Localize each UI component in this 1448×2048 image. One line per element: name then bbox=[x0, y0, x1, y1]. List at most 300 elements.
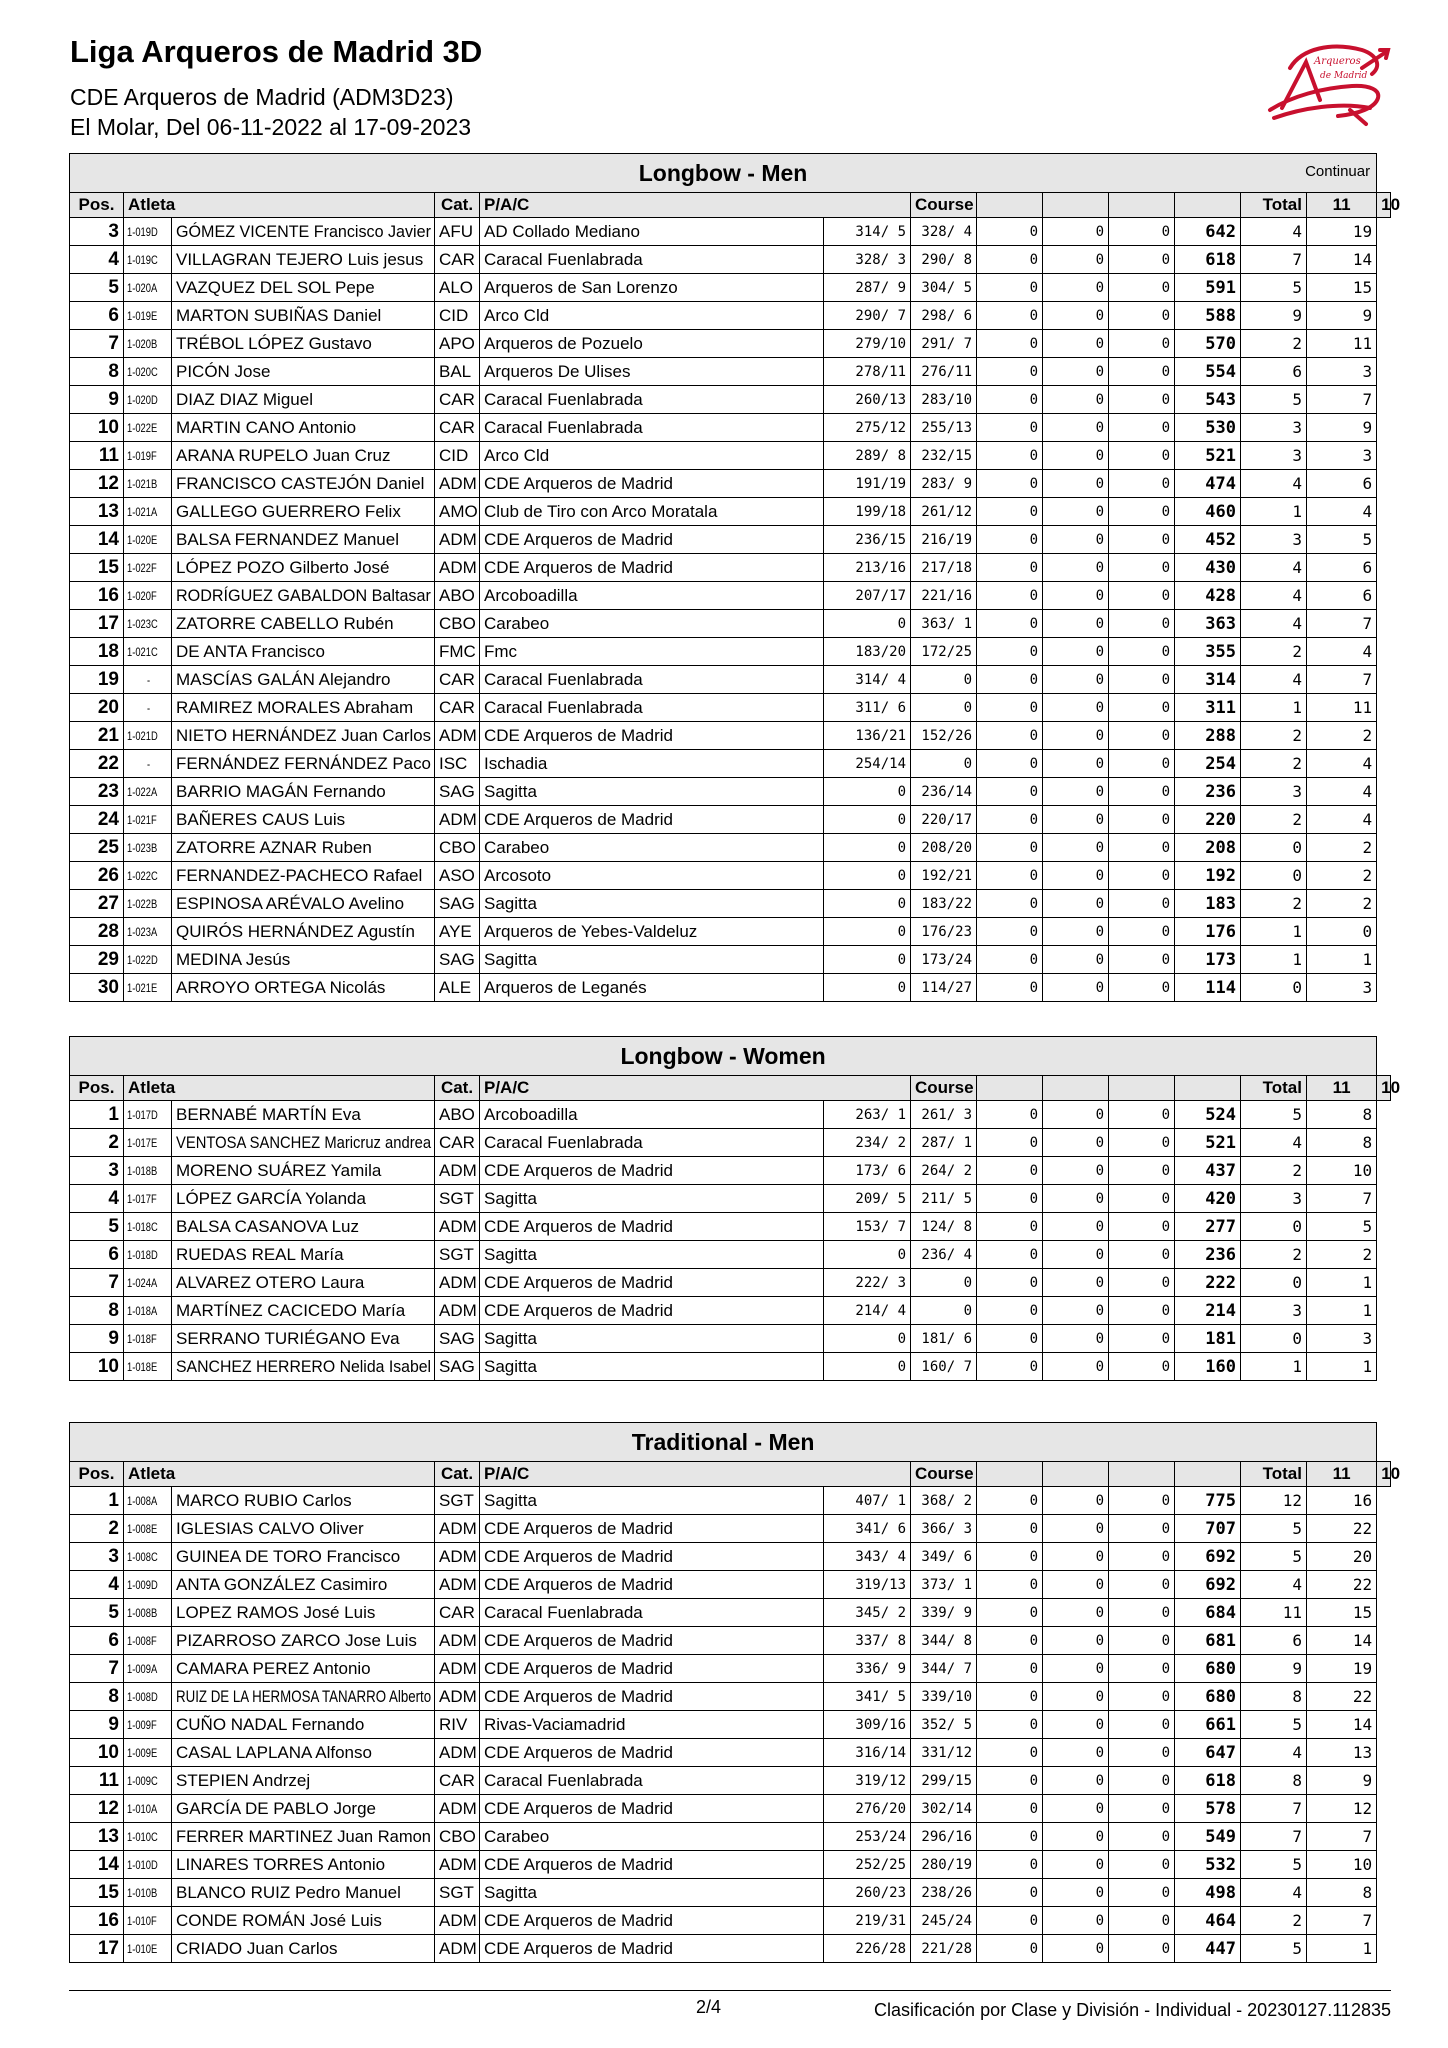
round3-score: 0 bbox=[977, 1297, 1043, 1325]
round3-score: 0 bbox=[977, 498, 1043, 526]
club-name: Caracal Fuenlabrada bbox=[480, 1599, 824, 1627]
athlete-name: CUÑO NADAL Fernando bbox=[172, 1711, 435, 1739]
round2-score: 245/24 bbox=[911, 1907, 977, 1935]
athlete-name: GARCÍA DE PABLO Jorge bbox=[172, 1795, 435, 1823]
round2-score: 302/14 bbox=[911, 1795, 977, 1823]
round1-score: 0 bbox=[824, 890, 911, 918]
total-score: 428 bbox=[1175, 582, 1241, 610]
athlete-code: - bbox=[124, 666, 172, 694]
rank: 7 bbox=[70, 1269, 124, 1297]
club-code: ADM bbox=[435, 470, 480, 498]
total-score: 775 bbox=[1175, 1487, 1241, 1515]
athlete-code: 1-017D bbox=[124, 1101, 172, 1129]
col-header-total: Total bbox=[1241, 193, 1307, 218]
rank: 13 bbox=[70, 498, 124, 526]
total-score: 363 bbox=[1175, 610, 1241, 638]
round5-score: 0 bbox=[1109, 442, 1175, 470]
rank: 6 bbox=[70, 1241, 124, 1269]
round2-score: 264/ 2 bbox=[911, 1157, 977, 1185]
round2-score: 291/ 7 bbox=[911, 330, 977, 358]
round4-score: 0 bbox=[1043, 498, 1109, 526]
athlete-name: ALVAREZ OTERO Laura bbox=[172, 1269, 435, 1297]
athlete-code: 1-019F bbox=[124, 442, 172, 470]
results-table bbox=[69, 1422, 1401, 1963]
club-name: Sagitta bbox=[480, 778, 824, 806]
count-11: 2 bbox=[1241, 330, 1307, 358]
total-score: 474 bbox=[1175, 470, 1241, 498]
count-10: 4 bbox=[1307, 638, 1377, 666]
round1-score: 287/ 9 bbox=[824, 274, 911, 302]
club-code: CBO bbox=[435, 834, 480, 862]
count-10: 5 bbox=[1307, 1213, 1377, 1241]
section-longbow-men bbox=[69, 153, 1401, 1002]
round4-score: 0 bbox=[1043, 974, 1109, 1002]
round3-score: 0 bbox=[977, 358, 1043, 386]
athlete-code: 1-022D bbox=[124, 946, 172, 974]
count-10: 9 bbox=[1307, 302, 1377, 330]
round2-score: 236/ 4 bbox=[911, 1241, 977, 1269]
col-header-empty bbox=[1043, 1076, 1109, 1101]
table-row bbox=[70, 750, 1391, 778]
total-score: 254 bbox=[1175, 750, 1241, 778]
round5-score: 0 bbox=[1109, 1683, 1175, 1711]
round4-score: 0 bbox=[1043, 358, 1109, 386]
athlete-name: GUINEA DE TORO Francisco bbox=[172, 1543, 435, 1571]
count-11: 4 bbox=[1241, 1739, 1307, 1767]
total-score: 452 bbox=[1175, 526, 1241, 554]
club-code: RIV bbox=[435, 1711, 480, 1739]
count-11: 2 bbox=[1241, 1157, 1307, 1185]
table-row bbox=[70, 806, 1391, 834]
round2-score: 0 bbox=[911, 1269, 977, 1297]
round1-score: 0 bbox=[824, 918, 911, 946]
results-table bbox=[69, 1036, 1401, 1381]
club-code: CBO bbox=[435, 610, 480, 638]
athlete-code: 1-009C bbox=[124, 1767, 172, 1795]
count-11: 4 bbox=[1241, 218, 1307, 246]
round1-score: 219/31 bbox=[824, 1907, 911, 1935]
athlete-code: 1-008C bbox=[124, 1543, 172, 1571]
section-longbow-women bbox=[69, 1036, 1401, 1381]
athlete-code: 1-009E bbox=[124, 1739, 172, 1767]
club-code: ADM bbox=[435, 1739, 480, 1767]
round5-score: 0 bbox=[1109, 1543, 1175, 1571]
club-name: Carabeo bbox=[480, 610, 824, 638]
col-header-empty bbox=[1109, 1076, 1175, 1101]
athlete-name: ZATORRE AZNAR Ruben bbox=[172, 834, 435, 862]
round1-score: 314/ 5 bbox=[824, 218, 911, 246]
count-11: 4 bbox=[1241, 1571, 1307, 1599]
athlete-name: NIETO HERNÁNDEZ Juan Carlos bbox=[172, 722, 435, 750]
club-code: ADM bbox=[435, 526, 480, 554]
total-score: 437 bbox=[1175, 1157, 1241, 1185]
round1-score: 207/17 bbox=[824, 582, 911, 610]
club-code: SAG bbox=[435, 1353, 480, 1381]
count-10: 19 bbox=[1307, 1655, 1377, 1683]
club-name: Caracal Fuenlabrada bbox=[480, 246, 824, 274]
round2-score: 0 bbox=[911, 1297, 977, 1325]
club-name: CDE Arqueros de Madrid bbox=[480, 1297, 824, 1325]
club-code: CBO bbox=[435, 1823, 480, 1851]
rank: 2 bbox=[70, 1129, 124, 1157]
count-11: 3 bbox=[1241, 442, 1307, 470]
rank: 14 bbox=[70, 526, 124, 554]
club-code: SAG bbox=[435, 1325, 480, 1353]
count-10: 6 bbox=[1307, 582, 1377, 610]
round4-score: 0 bbox=[1043, 1515, 1109, 1543]
club-name: Sagitta bbox=[480, 1325, 824, 1353]
col-header-athlete: Atleta bbox=[124, 193, 435, 218]
col-header-11: 11 bbox=[1307, 1076, 1377, 1101]
count-11: 4 bbox=[1241, 1129, 1307, 1157]
athlete-name: FERRER MARTINEZ Juan Ramon bbox=[172, 1823, 435, 1851]
round5-score: 0 bbox=[1109, 386, 1175, 414]
rank: 30 bbox=[70, 974, 124, 1002]
round1-score: 173/ 6 bbox=[824, 1157, 911, 1185]
table-row bbox=[70, 274, 1391, 302]
round4-score: 0 bbox=[1043, 806, 1109, 834]
athlete-code: 1-010C bbox=[124, 1823, 172, 1851]
count-11: 2 bbox=[1241, 806, 1307, 834]
club-name: AD Collado Mediano bbox=[480, 218, 824, 246]
col-header-empty bbox=[1043, 193, 1109, 218]
round1-score: 183/20 bbox=[824, 638, 911, 666]
table-row bbox=[70, 610, 1391, 638]
count-10: 11 bbox=[1307, 330, 1377, 358]
round2-score: 296/16 bbox=[911, 1823, 977, 1851]
round4-score: 0 bbox=[1043, 610, 1109, 638]
club-code: CAR bbox=[435, 386, 480, 414]
round2-score: 298/ 6 bbox=[911, 302, 977, 330]
round4-score: 0 bbox=[1043, 554, 1109, 582]
club-name: Caracal Fuenlabrada bbox=[480, 1767, 824, 1795]
col-header-10: 10 bbox=[1377, 1462, 1391, 1487]
club-name: CDE Arqueros de Madrid bbox=[480, 1655, 824, 1683]
club-code: CAR bbox=[435, 666, 480, 694]
col-header-10: 10 bbox=[1377, 1076, 1391, 1101]
section-title-text: Longbow - Women bbox=[620, 1042, 826, 1069]
rank: 6 bbox=[70, 302, 124, 330]
count-11: 11 bbox=[1241, 1599, 1307, 1627]
round4-score: 0 bbox=[1043, 946, 1109, 974]
round5-score: 0 bbox=[1109, 1129, 1175, 1157]
club-code: CAR bbox=[435, 1129, 480, 1157]
round2-score: 283/10 bbox=[911, 386, 977, 414]
round1-score: 336/ 9 bbox=[824, 1655, 911, 1683]
round5-score: 0 bbox=[1109, 582, 1175, 610]
table-row bbox=[70, 694, 1391, 722]
total-score: 173 bbox=[1175, 946, 1241, 974]
athlete-name: CONDE ROMÁN José Luis bbox=[172, 1907, 435, 1935]
col-header-10: 10 bbox=[1377, 193, 1391, 218]
athlete-name: MORENO SUÁREZ Yamila bbox=[172, 1157, 435, 1185]
count-11: 5 bbox=[1241, 1101, 1307, 1129]
round2-score: 220/17 bbox=[911, 806, 977, 834]
athlete-name: ESPINOSA ARÉVALO Avelino bbox=[172, 890, 435, 918]
athlete-name: ZATORRE CABELLO Rubén bbox=[172, 610, 435, 638]
count-11: 2 bbox=[1241, 750, 1307, 778]
round3-score: 0 bbox=[977, 1213, 1043, 1241]
round1-score: 209/ 5 bbox=[824, 1185, 911, 1213]
round1-score: 214/ 4 bbox=[824, 1297, 911, 1325]
count-10: 2 bbox=[1307, 890, 1377, 918]
table-row bbox=[70, 1325, 1391, 1353]
rank: 19 bbox=[70, 666, 124, 694]
round4-score: 0 bbox=[1043, 442, 1109, 470]
round2-score: 331/12 bbox=[911, 1739, 977, 1767]
club-code: CAR bbox=[435, 414, 480, 442]
round2-score: 304/ 5 bbox=[911, 274, 977, 302]
count-10: 2 bbox=[1307, 722, 1377, 750]
athlete-name: PICÓN Jose bbox=[172, 358, 435, 386]
total-score: 530 bbox=[1175, 414, 1241, 442]
athlete-name: MEDINA Jesús bbox=[172, 946, 435, 974]
round1-score: 0 bbox=[824, 946, 911, 974]
table-row bbox=[70, 554, 1391, 582]
round1-score: 328/ 3 bbox=[824, 246, 911, 274]
round4-score: 0 bbox=[1043, 274, 1109, 302]
section-title bbox=[70, 1037, 1377, 1076]
round5-score: 0 bbox=[1109, 1879, 1175, 1907]
rank: 4 bbox=[70, 1185, 124, 1213]
table-row bbox=[70, 358, 1391, 386]
round4-score: 0 bbox=[1043, 638, 1109, 666]
count-10: 7 bbox=[1307, 1185, 1377, 1213]
round1-score: 0 bbox=[824, 778, 911, 806]
round2-score: 124/ 8 bbox=[911, 1213, 977, 1241]
total-score: 430 bbox=[1175, 554, 1241, 582]
athlete-code: 1-023C bbox=[124, 610, 172, 638]
table-row bbox=[70, 1879, 1391, 1907]
athlete-code: 1-018D bbox=[124, 1241, 172, 1269]
athlete-name: SANCHEZ HERRERO Nelida Isabel bbox=[172, 1353, 435, 1381]
footer-divider bbox=[69, 1990, 1391, 1991]
table-row bbox=[70, 638, 1391, 666]
table-row bbox=[70, 386, 1391, 414]
table-row bbox=[70, 666, 1391, 694]
athlete-name: VAZQUEZ DEL SOL Pepe bbox=[172, 274, 435, 302]
round4-score: 0 bbox=[1043, 1627, 1109, 1655]
rank: 8 bbox=[70, 358, 124, 386]
col-header-total: Total bbox=[1241, 1076, 1307, 1101]
round3-score: 0 bbox=[977, 1711, 1043, 1739]
round4-score: 0 bbox=[1043, 1599, 1109, 1627]
athlete-name: LINARES TORRES Antonio bbox=[172, 1851, 435, 1879]
round1-score: 407/ 1 bbox=[824, 1487, 911, 1515]
round1-score: 222/ 3 bbox=[824, 1269, 911, 1297]
athlete-name: LÓPEZ POZO Gilberto José bbox=[172, 554, 435, 582]
rank: 28 bbox=[70, 918, 124, 946]
round1-score: 289/ 8 bbox=[824, 442, 911, 470]
athlete-code: 1-010E bbox=[124, 1935, 172, 1963]
rank: 5 bbox=[70, 1213, 124, 1241]
round3-score: 0 bbox=[977, 1599, 1043, 1627]
round4-score: 0 bbox=[1043, 1655, 1109, 1683]
athlete-code: 1-020F bbox=[124, 582, 172, 610]
count-11: 6 bbox=[1241, 358, 1307, 386]
round3-score: 0 bbox=[977, 974, 1043, 1002]
athlete-code: 1-023B bbox=[124, 834, 172, 862]
club-code: ADM bbox=[435, 1683, 480, 1711]
round4-score: 0 bbox=[1043, 778, 1109, 806]
col-header-empty bbox=[1175, 1076, 1241, 1101]
club-code: BAL bbox=[435, 358, 480, 386]
round5-score: 0 bbox=[1109, 1795, 1175, 1823]
club-name: Sagitta bbox=[480, 1879, 824, 1907]
count-11: 9 bbox=[1241, 1655, 1307, 1683]
club-name: CDE Arqueros de Madrid bbox=[480, 1543, 824, 1571]
athlete-name: BALSA CASANOVA Luz bbox=[172, 1213, 435, 1241]
round2-score: 0 bbox=[911, 750, 977, 778]
round3-score: 0 bbox=[977, 694, 1043, 722]
round2-score: 211/ 5 bbox=[911, 1185, 977, 1213]
rank: 18 bbox=[70, 638, 124, 666]
count-10: 9 bbox=[1307, 414, 1377, 442]
athlete-code: 1-008E bbox=[124, 1515, 172, 1543]
round3-score: 0 bbox=[977, 386, 1043, 414]
club-name: CDE Arqueros de Madrid bbox=[480, 1851, 824, 1879]
round3-score: 0 bbox=[977, 554, 1043, 582]
athlete-name: MARTON SUBIÑAS Daniel bbox=[172, 302, 435, 330]
round5-score: 0 bbox=[1109, 1487, 1175, 1515]
athlete-code: 1-009A bbox=[124, 1655, 172, 1683]
club-code: CAR bbox=[435, 246, 480, 274]
round3-score: 0 bbox=[977, 1739, 1043, 1767]
round4-score: 0 bbox=[1043, 1571, 1109, 1599]
rank: 20 bbox=[70, 694, 124, 722]
athlete-name: BERNABÉ MARTÍN Eva bbox=[172, 1101, 435, 1129]
total-score: 314 bbox=[1175, 666, 1241, 694]
logo-text-arqueros: Arqueros bbox=[1314, 56, 1361, 67]
round1-score: 136/21 bbox=[824, 722, 911, 750]
club-code: AFU bbox=[435, 218, 480, 246]
round3-score: 0 bbox=[977, 1515, 1043, 1543]
round3-score: 0 bbox=[977, 1795, 1043, 1823]
club-name: Caracal Fuenlabrada bbox=[480, 694, 824, 722]
table-row bbox=[70, 1353, 1391, 1381]
round1-score: 276/20 bbox=[824, 1795, 911, 1823]
count-11: 8 bbox=[1241, 1767, 1307, 1795]
rank: 24 bbox=[70, 806, 124, 834]
rank: 17 bbox=[70, 1935, 124, 1963]
col-header-course: Course bbox=[911, 193, 977, 218]
athlete-code: 1-018B bbox=[124, 1157, 172, 1185]
total-score: 220 bbox=[1175, 806, 1241, 834]
round3-score: 0 bbox=[977, 1269, 1043, 1297]
round5-score: 0 bbox=[1109, 414, 1175, 442]
club-code: ALE bbox=[435, 974, 480, 1002]
athlete-name: LÓPEZ GARCÍA Yolanda bbox=[172, 1185, 435, 1213]
round3-score: 0 bbox=[977, 302, 1043, 330]
athlete-code: 1-020D bbox=[124, 386, 172, 414]
athlete-code: 1-021D bbox=[124, 722, 172, 750]
count-11: 0 bbox=[1241, 1213, 1307, 1241]
club-name: Caracal Fuenlabrada bbox=[480, 414, 824, 442]
athlete-code: 1-008D bbox=[124, 1683, 172, 1711]
rank: 10 bbox=[70, 414, 124, 442]
round5-score: 0 bbox=[1109, 806, 1175, 834]
athlete-name: BARRIO MAGÁN Fernando bbox=[172, 778, 435, 806]
table-row bbox=[70, 1599, 1391, 1627]
count-10: 11 bbox=[1307, 694, 1377, 722]
club-name: CDE Arqueros de Madrid bbox=[480, 1739, 824, 1767]
rank: 2 bbox=[70, 1515, 124, 1543]
club-code: CAR bbox=[435, 694, 480, 722]
round3-score: 0 bbox=[977, 666, 1043, 694]
round3-score: 0 bbox=[977, 1487, 1043, 1515]
round3-score: 0 bbox=[977, 1353, 1043, 1381]
athlete-name: RUEDAS REAL María bbox=[172, 1241, 435, 1269]
col-header-pos: Pos. bbox=[70, 193, 124, 218]
total-score: 642 bbox=[1175, 218, 1241, 246]
athlete-name: FERNÁNDEZ FERNÁNDEZ Paco bbox=[172, 750, 435, 778]
round3-score: 0 bbox=[977, 1241, 1043, 1269]
total-score: 176 bbox=[1175, 918, 1241, 946]
athlete-code: 1-018E bbox=[124, 1353, 172, 1381]
round3-score: 0 bbox=[977, 582, 1043, 610]
round2-score: 283/ 9 bbox=[911, 470, 977, 498]
table-row bbox=[70, 442, 1391, 470]
count-11: 1 bbox=[1241, 946, 1307, 974]
round1-score: 311/ 6 bbox=[824, 694, 911, 722]
club-code: SAG bbox=[435, 890, 480, 918]
section-title-text: Traditional - Men bbox=[631, 1428, 815, 1455]
club-name: Fmc bbox=[480, 638, 824, 666]
club-code: CID bbox=[435, 442, 480, 470]
club-code: ADM bbox=[435, 1795, 480, 1823]
count-10: 7 bbox=[1307, 386, 1377, 414]
round5-score: 0 bbox=[1109, 1353, 1175, 1381]
round1-score: 0 bbox=[824, 834, 911, 862]
round3-score: 0 bbox=[977, 1935, 1043, 1963]
athlete-code: 1-022B bbox=[124, 890, 172, 918]
count-10: 1 bbox=[1307, 1297, 1377, 1325]
club-name: Sagitta bbox=[480, 1353, 824, 1381]
round3-score: 0 bbox=[977, 722, 1043, 750]
athlete-code: 1-021F bbox=[124, 806, 172, 834]
rank: 3 bbox=[70, 1543, 124, 1571]
round3-score: 0 bbox=[977, 274, 1043, 302]
total-score: 114 bbox=[1175, 974, 1241, 1002]
round2-score: 363/ 1 bbox=[911, 610, 977, 638]
round2-score: 339/10 bbox=[911, 1683, 977, 1711]
athlete-code: 1-023A bbox=[124, 918, 172, 946]
club-code: SGT bbox=[435, 1879, 480, 1907]
count-10: 22 bbox=[1307, 1515, 1377, 1543]
club-name: Carabeo bbox=[480, 1823, 824, 1851]
rank: 11 bbox=[70, 1767, 124, 1795]
round1-score: 337/ 8 bbox=[824, 1627, 911, 1655]
club-name: Caracal Fuenlabrada bbox=[480, 1129, 824, 1157]
club-code: CID bbox=[435, 302, 480, 330]
col-header-cat: Cat. bbox=[435, 1076, 480, 1101]
round4-score: 0 bbox=[1043, 1683, 1109, 1711]
table-row bbox=[70, 1571, 1391, 1599]
round2-score: 221/28 bbox=[911, 1935, 977, 1963]
round5-score: 0 bbox=[1109, 1655, 1175, 1683]
col-header-course: Course bbox=[911, 1076, 977, 1101]
round4-score: 0 bbox=[1043, 1325, 1109, 1353]
round3-score: 0 bbox=[977, 918, 1043, 946]
table-row bbox=[70, 778, 1391, 806]
col-header-pos: Pos. bbox=[70, 1462, 124, 1487]
col-header-empty bbox=[1109, 193, 1175, 218]
round1-score: 314/ 4 bbox=[824, 666, 911, 694]
round3-score: 0 bbox=[977, 1129, 1043, 1157]
club-logo bbox=[1262, 38, 1390, 128]
round2-score: 339/ 9 bbox=[911, 1599, 977, 1627]
total-score: 680 bbox=[1175, 1655, 1241, 1683]
